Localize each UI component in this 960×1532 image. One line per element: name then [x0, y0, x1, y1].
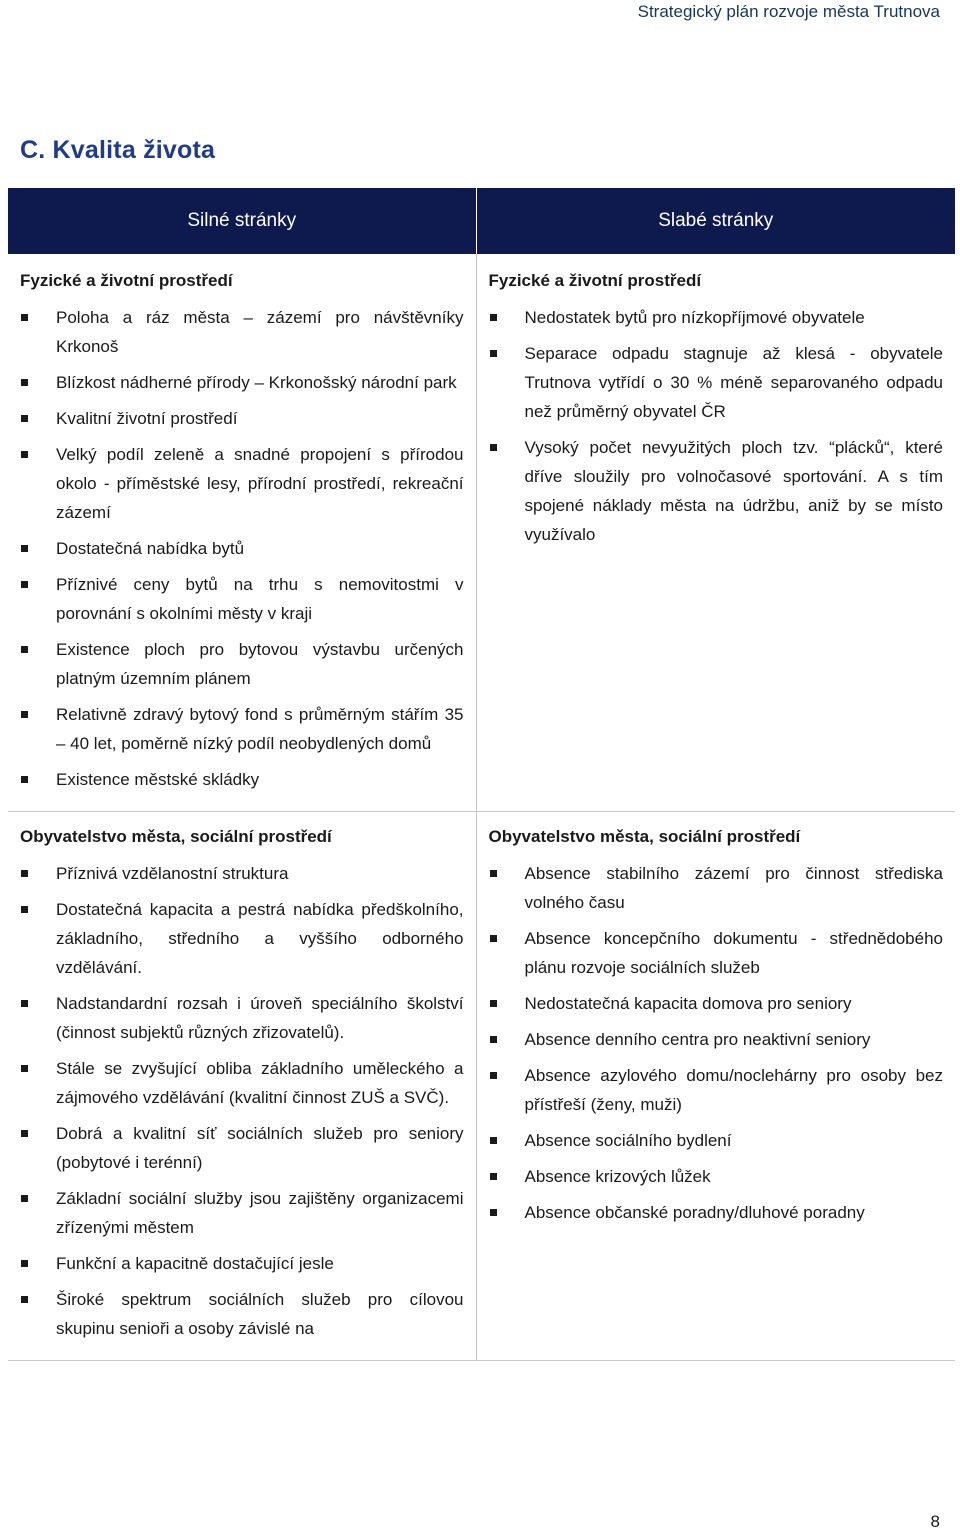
list-item: Absence sociálního bydlení	[489, 1126, 944, 1155]
weaknesses-list	[489, 859, 944, 1227]
list-item: Nadstandardní rozsah i úroveň speciálního školství (činnost subjektů různých zřizovatelů).	[20, 989, 464, 1047]
list-item: Dostatečná nabídka bytů	[20, 534, 464, 563]
list-item: Poloha a ráz města – zázemí pro návštěvníky Krkonoš	[20, 303, 464, 361]
list-item: Příznivá vzdělanostní struktura	[20, 859, 464, 888]
category-heading: Fyzické a životní prostředí	[20, 271, 233, 290]
list-item: Separace odpadu stagnuje až klesá - obyvatele Trutnova vytřídí o 30 % méně separovaného odpadu než průměrný obyvatel ČR	[489, 339, 944, 426]
strengths-cell	[8, 812, 476, 1361]
category-heading: Fyzické a životní prostředí	[488, 271, 702, 290]
running-header: Strategický plán rozvoje města Trutnova	[637, 2, 940, 21]
table-row	[8, 812, 955, 1361]
strengths-cell	[8, 254, 476, 812]
weaknesses-cell	[476, 812, 955, 1361]
list-item: Absence občanské poradny/dluhové poradny	[489, 1198, 944, 1227]
swot-table	[8, 188, 955, 1361]
list-item: Velký podíl zeleně a snadné propojení s přírodou okolo - příměstské lesy, přírodní prostředí, rekreační zázemí	[20, 440, 464, 527]
list-item: Dostatečná kapacita a pestrá nabídka předškolního, základního, středního a vyššího odborného vzdělávání.	[20, 895, 464, 982]
list-item: Stále se zvyšující obliba základního uměleckého a zájmového vzdělávání (kvalitní činnost ZUŠ a SVČ).	[20, 1054, 464, 1112]
category-heading: Obyvatelstvo města, sociální prostředí	[488, 827, 801, 846]
column-header-strengths: Silné stránky	[8, 188, 476, 254]
table-header-row	[8, 188, 955, 254]
list-item: Široké spektrum sociálních služeb pro cílovou skupinu senioři a osoby závislé na	[20, 1285, 464, 1343]
list-item: Základní sociální služby jsou zajištěny organizacemi zřízenými městem	[20, 1184, 464, 1242]
section-title: C. Kvalita života	[20, 136, 216, 164]
weaknesses-list	[489, 303, 944, 549]
list-item: Kvalitní životní prostředí	[20, 404, 464, 433]
list-item: Absence krizových lůžek	[489, 1162, 944, 1191]
list-item: Blízkost nádherné přírody – Krkonošský národní park	[20, 368, 464, 397]
weaknesses-cell	[476, 254, 955, 812]
strengths-list	[20, 859, 464, 1343]
list-item: Vysoký počet nevyužitých ploch tzv. “plácků“, které dříve sloužily pro volnočasové sportování. A s tím spojené náklady města na údržbu, aniž by se místo využívalo	[489, 433, 944, 549]
list-item: Nedostatek bytů pro nízkopříjmové obyvatele	[489, 303, 944, 332]
strengths-list	[20, 303, 464, 794]
list-item: Absence stabilního zázemí pro činnost střediska volného času	[489, 859, 944, 917]
list-item: Nedostatečná kapacita domova pro seniory	[489, 989, 944, 1018]
table-row	[8, 254, 955, 812]
category-heading: Obyvatelstvo města, sociální prostředí	[20, 827, 332, 846]
list-item: Relativně zdravý bytový fond s průměrným stářím 35 – 40 let, poměrně nízký podíl neobydlených domů	[20, 700, 464, 758]
list-item: Existence městské skládky	[20, 765, 464, 794]
list-item: Existence ploch pro bytovou výstavbu určených platným územním plánem	[20, 635, 464, 693]
list-item: Absence azylového domu/noclehárny pro osoby bez přístřeší (ženy, muži)	[489, 1061, 944, 1119]
column-header-weaknesses: Slabé stránky	[476, 188, 955, 254]
list-item: Dobrá a kvalitní síť sociálních služeb pro seniory (pobytové i terénní)	[20, 1119, 464, 1177]
list-item: Příznivé ceny bytů na trhu s nemovitostmi v porovnání s okolními městy v kraji	[20, 570, 464, 628]
list-item: Funkční a kapacitně dostačující jesle	[20, 1249, 464, 1278]
list-item: Absence koncepčního dokumentu - střednědobého plánu rozvoje sociálních služeb	[489, 924, 944, 982]
page-number: 8	[930, 1512, 940, 1531]
list-item: Absence denního centra pro neaktivní seniory	[489, 1025, 944, 1054]
